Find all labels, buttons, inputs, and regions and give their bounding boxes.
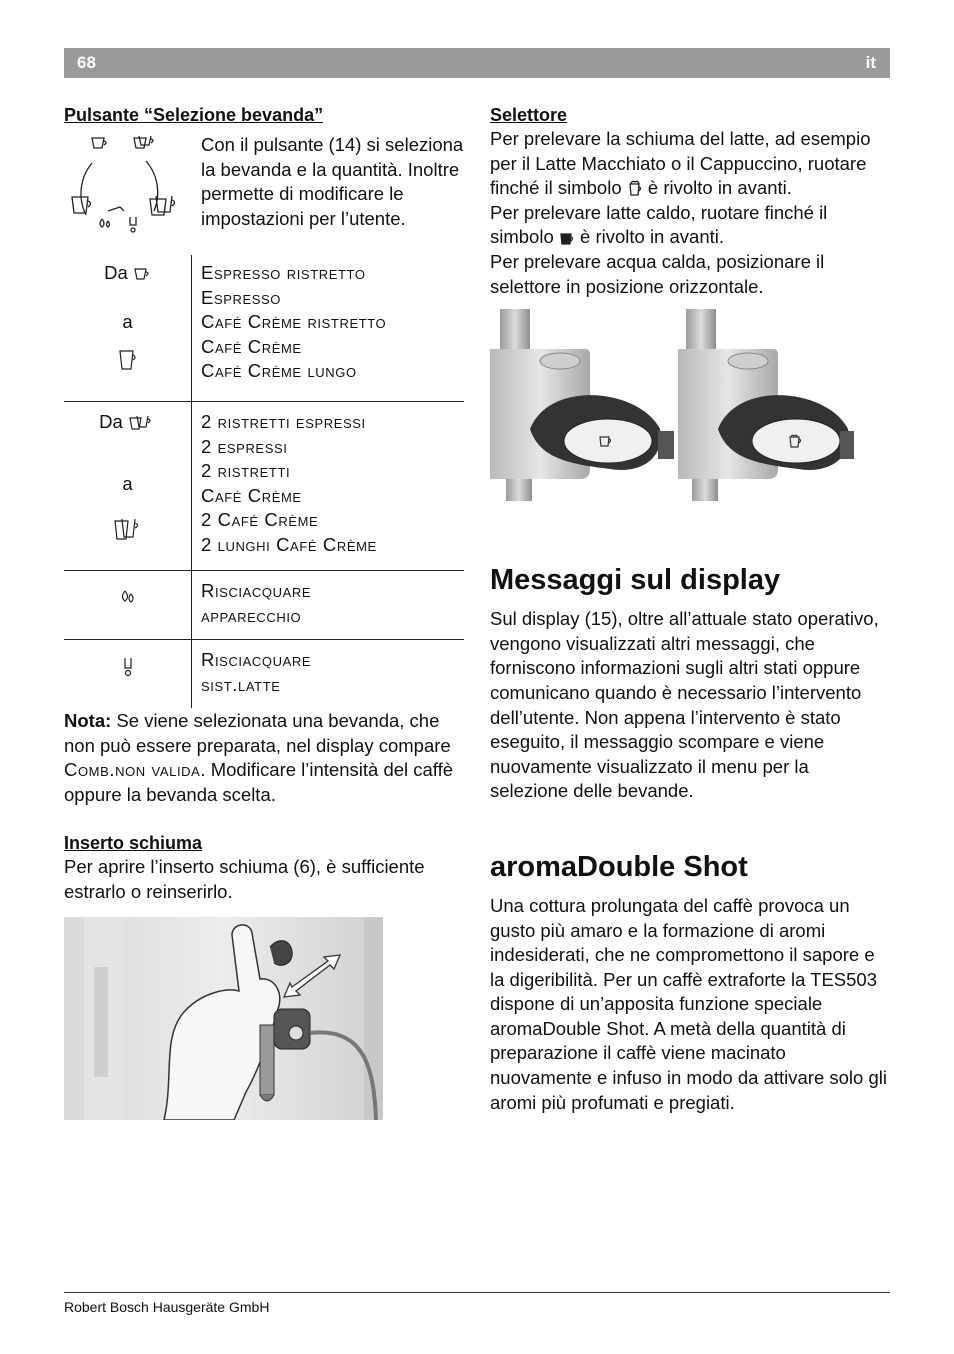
- beverage-table: [64, 255, 464, 708]
- list-item: Risciacquare: [201, 580, 312, 601]
- table-row: [64, 640, 464, 709]
- selector-paragraph-3: Per prelevare acqua calda, posizionare il selettore in posizione orizzontale.: [490, 250, 825, 297]
- note-text-end: . Modificare l’intensità del caffè oppure la bevanda scelta.: [64, 759, 454, 805]
- selector-positions-image: [490, 309, 855, 501]
- large-cup-icon: [118, 349, 138, 371]
- list-item: Café Crème ristretto: [201, 311, 387, 333]
- table-row: [64, 255, 464, 402]
- beverage-dial-diagram-icon: [64, 133, 201, 251]
- list-item: apparecchio: [201, 604, 302, 626]
- section-title-selector: Selettore: [490, 105, 568, 125]
- milk-froth-cup-icon: [627, 179, 643, 197]
- section-title-froth-insert: Inserto schiuma: [64, 833, 203, 854]
- table-row: [64, 571, 464, 640]
- list-item: Espresso ristretto: [201, 262, 366, 283]
- list-item: 2 lunghi Café Crème: [201, 533, 377, 555]
- table-row: [64, 402, 464, 571]
- selector-paragraph-2: [490, 201, 890, 250]
- selector-illustration: [490, 309, 855, 501]
- small-cup-icon: [133, 266, 151, 282]
- list-item: 2 ristretti: [201, 460, 291, 482]
- footer-company: Robert Bosch Hausgeräte GmbH: [64, 1299, 270, 1315]
- list-item: 2 espressi: [201, 435, 288, 457]
- from-label: Da: [99, 411, 123, 432]
- footer-divider: [64, 1292, 890, 1293]
- froth-insert-illustration: [64, 917, 383, 1120]
- page-number: 68: [77, 53, 96, 72]
- list-item: Café Crème: [201, 335, 302, 357]
- page-header-bar: [64, 48, 890, 78]
- froth-insert-text: Per aprire l’inserto schiuma (6), è sufficiente estrarlo o reinserirlo.: [64, 856, 425, 902]
- display-messages-text: Sul display (15), oltre all’attuale stato operativo, vengono visualizzati altri messaggi, che forniscono informazioni sugli altri stati oppure comunicano quando è necessario l’intervento dell’utente. Non appena l’intervento è stato eseguito, il messaggio scompare e viene nuovamente visualizzato il menu per la selezione delle bevande.: [490, 608, 879, 802]
- list-item: 2 Café Crème: [201, 509, 319, 531]
- milk-system-icon: [121, 656, 135, 678]
- list-item: 2 ristretti espressi: [201, 411, 366, 432]
- language-code: it: [865, 53, 876, 72]
- double-large-cup-icon: [113, 517, 143, 541]
- note-text: Se viene selezionata una bevanda, che non può essere preparata, nel display compare: [64, 710, 451, 756]
- selector-text-1b: è rivolto in avanti.: [642, 177, 792, 199]
- from-label: Da: [104, 262, 128, 283]
- beverage-button-intro: [64, 133, 466, 251]
- section-title-beverage-button: Pulsante “Selezione bevanda”: [64, 105, 324, 125]
- selector-text-2a: Per prelevare latte caldo, ruotare finché il simbolo: [490, 201, 828, 248]
- hand-pulling-froth-insert-image: [64, 917, 383, 1120]
- list-item: Café Crème lungo: [201, 360, 357, 382]
- double-small-cup-icon: [128, 414, 156, 432]
- aromadouble-shot-text: Una cottura prolungata del caffè provoca un gusto più amaro e la formazione di aromi indesiderati, che ne compromettono il sapore e la digeribilità. Per un caffè extraforte la TES503 dispone di un’apposita funzione speciale aromaDouble Shot. A metà della quantità di preparazione il caffè viene macinato nuovamente e infuso in modo da attivare solo gli aromi più profumati e pregiati.: [490, 894, 887, 1113]
- heading-display-messages: Messaggi sul display: [490, 564, 781, 597]
- to-label: a: [122, 310, 133, 332]
- rinse-drops-icon: [119, 587, 137, 605]
- left-column: [64, 103, 466, 1120]
- list-item: sist.latte: [201, 673, 281, 695]
- list-item: Café Crème: [201, 484, 302, 506]
- hot-milk-cup-icon: [559, 230, 575, 246]
- list-item: Risciacquare: [201, 649, 312, 670]
- right-column: [490, 103, 890, 1115]
- list-item: Espresso: [201, 286, 281, 308]
- invalid-combination-message: Comb.non valida: [64, 759, 201, 781]
- selector-text-2b: è rivolto in avanti.: [574, 226, 724, 248]
- selector-text-1a: Per prelevare la schiuma del latte, ad esempio per il Latte Macchiato o il Cappuccino, ruotare finché il simbolo: [490, 128, 871, 199]
- heading-aromadouble-shot: aromaDouble Shot: [490, 850, 748, 883]
- to-label: a: [122, 472, 133, 494]
- note-paragraph: [64, 709, 466, 807]
- selector-paragraph-1: [490, 127, 890, 201]
- note-label: Nota:: [64, 710, 112, 731]
- beverage-button-intro-text: Con il pulsante (14) si seleziona la bevanda e la quantità. Inoltre permette di modificare le impostazioni per l’utente.: [201, 134, 464, 229]
